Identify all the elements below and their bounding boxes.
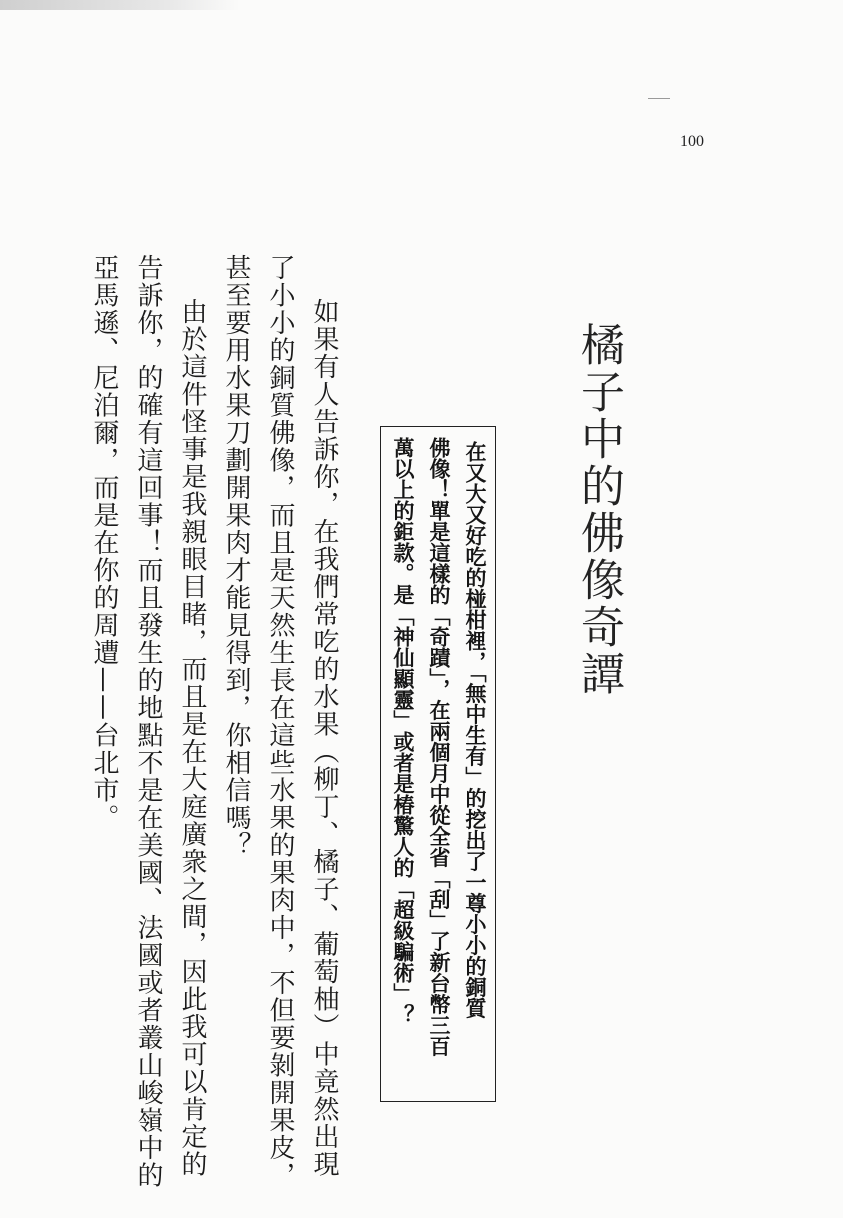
- body-line: 告訴你，的確有這回事！而且發生的地點不是在美國、法國或者叢山峻嶺中的: [133, 254, 163, 1189]
- scan-edge: [0, 0, 240, 10]
- body-line: 如果有人告訴你，在我們常吃的水果（柳丁、橘子、葡萄柚）中竟然出現: [309, 298, 339, 1178]
- summary-line: 萬以上的鉅款。是「神仙顯靈」或者是椿驚人的「超級騙術」？: [391, 437, 415, 1025]
- summary-line: 在又大又好吃的椪柑裡，「無中生有」的挖出了一尊小小的銅質: [463, 441, 487, 1019]
- chapter-title: 橘子中的佛像奇譚: [573, 322, 624, 698]
- body-line: 由於這件怪事是我親眼目睹，而且是在大庭廣衆之間，因此我可以肯定的: [177, 298, 207, 1178]
- page-number: 100: [680, 133, 704, 150]
- scan-mark: [648, 98, 670, 99]
- body-line: 亞馬遜、尼泊爾，而是在你的周遭——台北市。: [89, 254, 119, 832]
- summary-line: 佛像！單是這樣的「奇蹟」，在兩個月中從全省「刮」了新台幣三百: [427, 437, 451, 1057]
- body-line: 甚至要用水果刀劃開果肉才能見得到，你相信嗎？: [221, 254, 251, 859]
- body-line: 了小小的銅質佛像，而且是天然生長在這些水果的果肉中，不但要剝開果皮，: [265, 254, 295, 1189]
- summary-box: [380, 426, 496, 1102]
